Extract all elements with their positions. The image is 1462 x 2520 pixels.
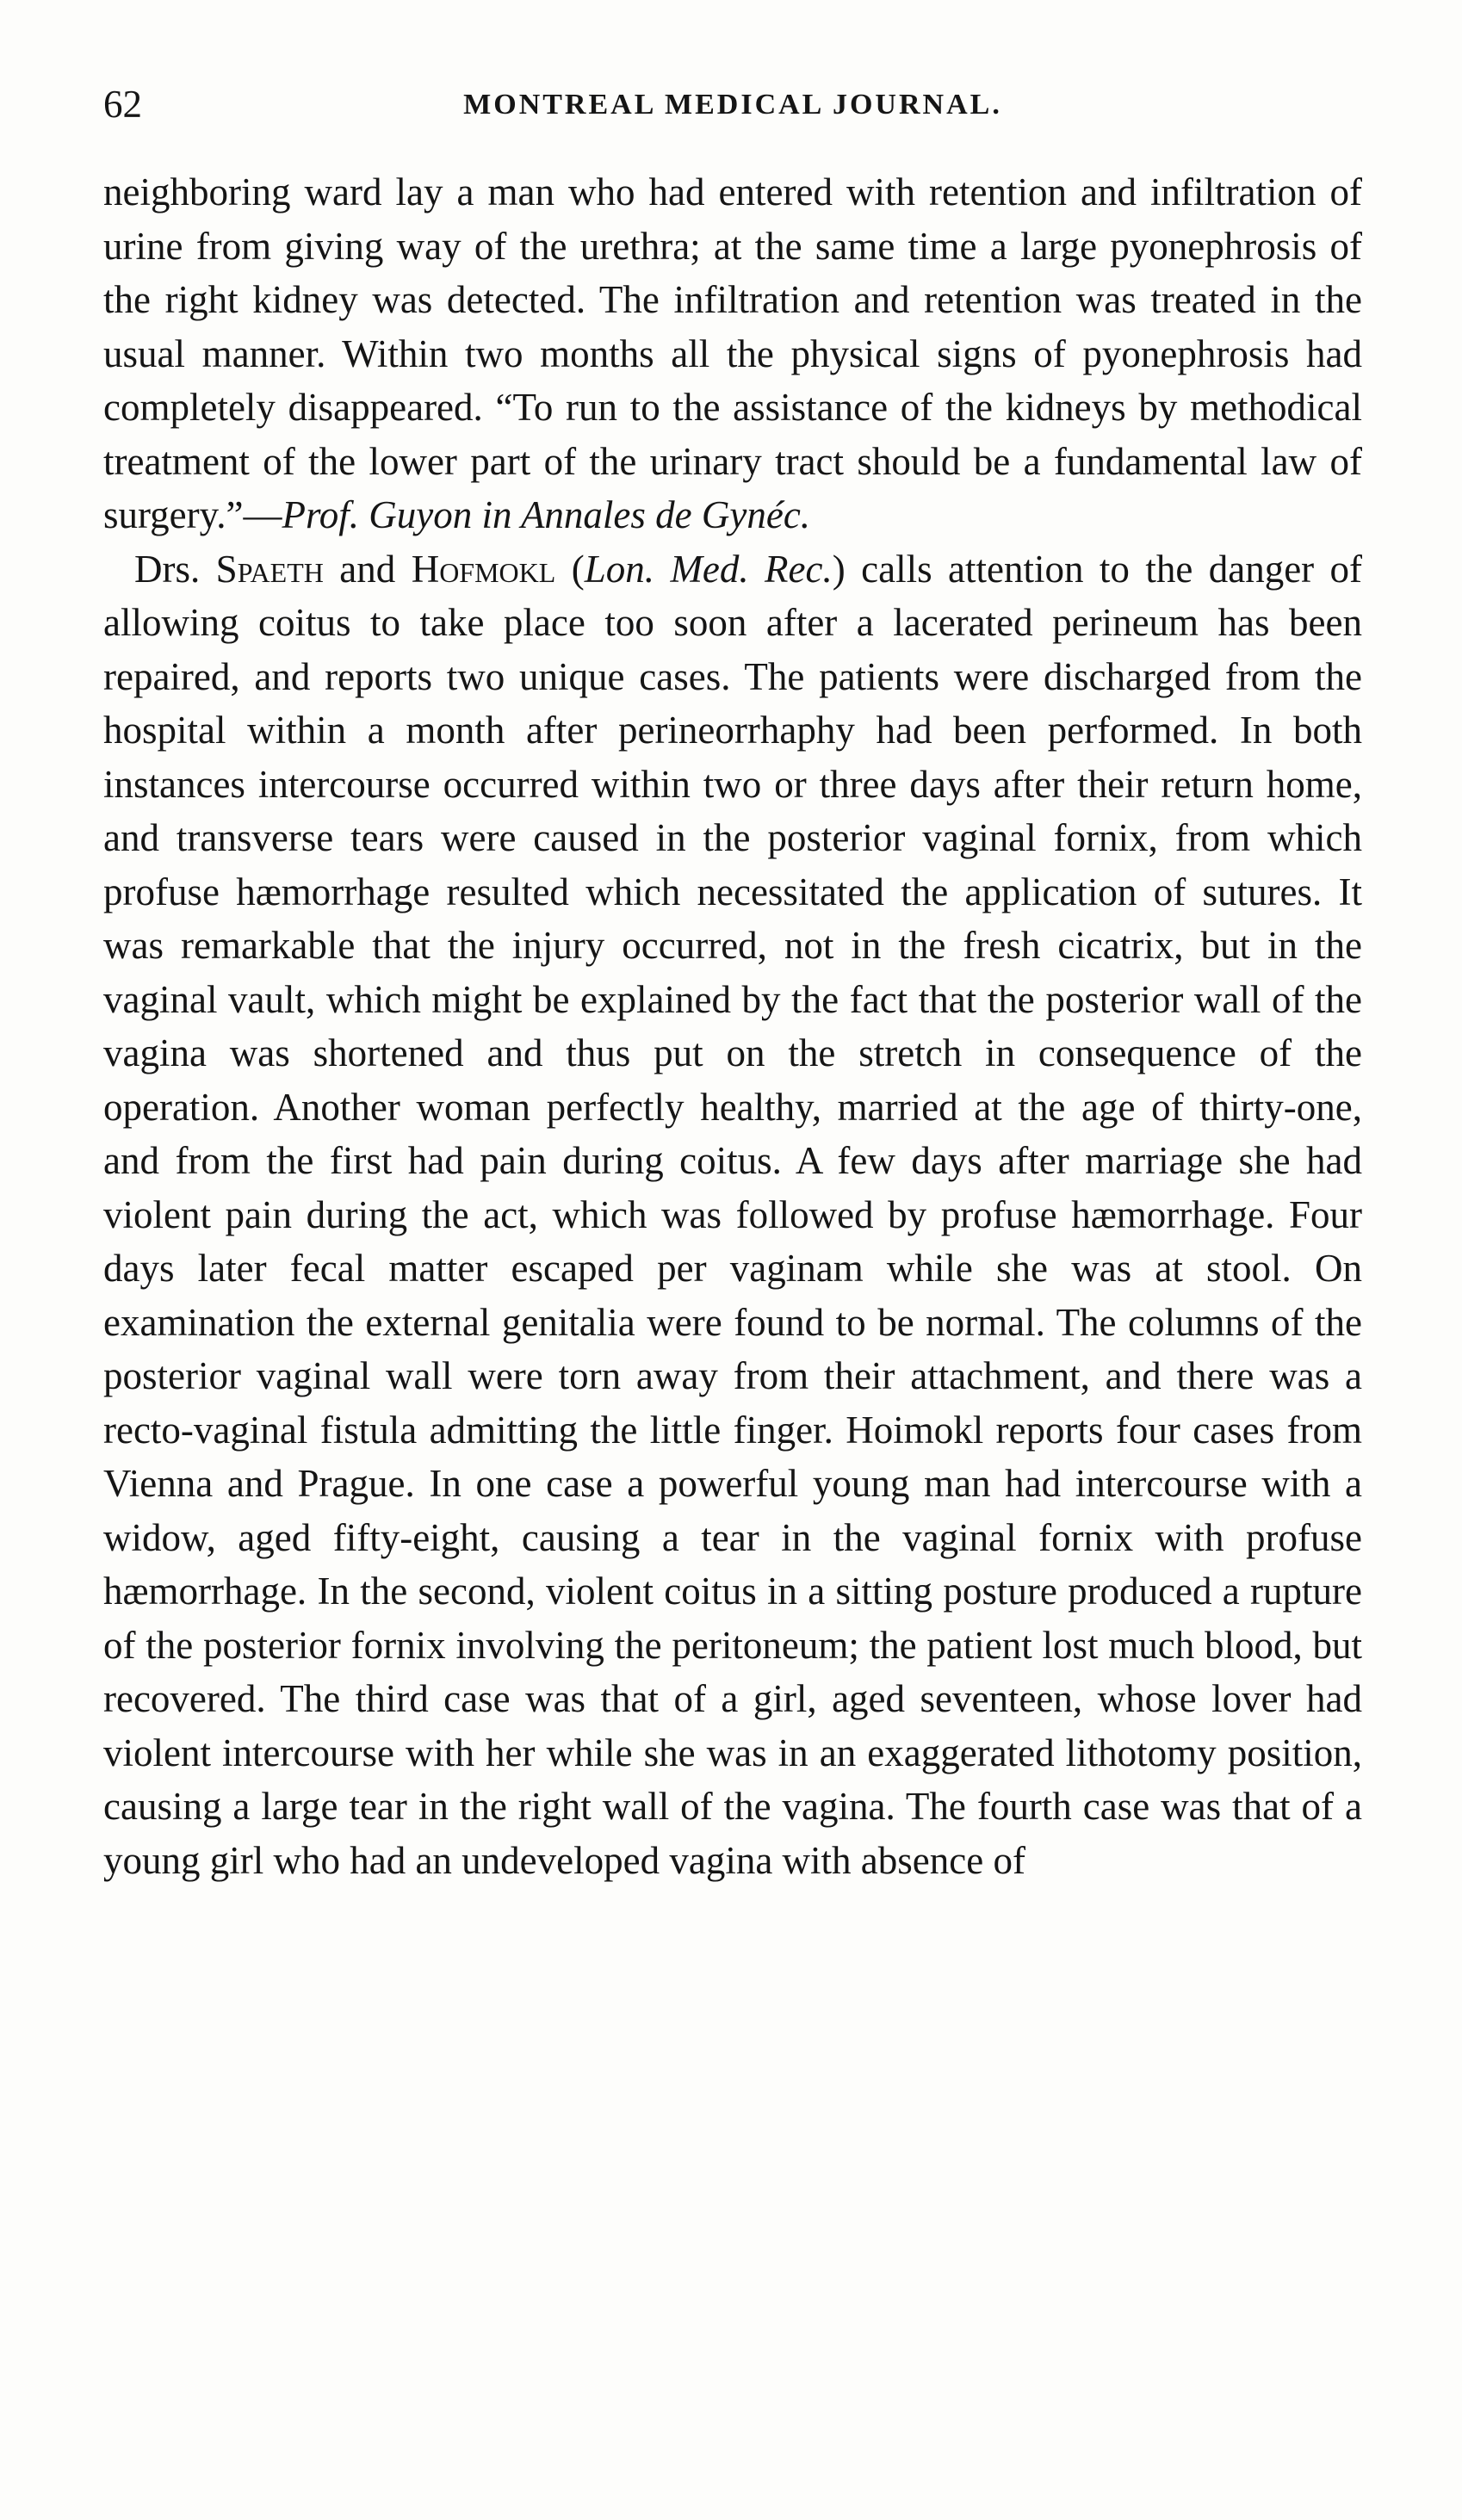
- paragraph-text: neighboring ward lay a man who had entered with retention and infiltration of urine from giving way of the urethra; at the same time a large pyonephrosis of the right kidney was detected. The infiltration and retention was treated in the usual manner. Within two months all the physical signs of pyonephrosis had completely disappeared. “To run to the assistance of the kidneys by methodical treatment of the lower part of the urinary tract should be a fundamental law of surgery.”—: [103, 170, 1362, 536]
- paragraph-continued: [103, 165, 1362, 542]
- journal-title: MONTREAL MEDICAL JOURNAL.: [463, 89, 1002, 121]
- source-close: ): [832, 547, 846, 591]
- running-head: [103, 83, 1362, 126]
- author-name: Spaeth: [215, 547, 324, 591]
- conjunction: and: [339, 547, 396, 591]
- author-prefix: Drs.: [134, 547, 201, 591]
- body-text: [103, 165, 1362, 1887]
- source-reference: Lon. Med. Rec.: [584, 547, 833, 591]
- author-name: Hofmokl: [411, 547, 556, 591]
- citation: Prof. Guyon in Annales de Gynéc.: [282, 493, 811, 536]
- source-open: (: [571, 547, 585, 591]
- page-number: 62: [103, 83, 142, 126]
- paragraph: [103, 542, 1362, 1888]
- paragraph-text: calls attention to the danger of allowing coitus to take place too soon after a lacerated perineum has been repaired, and reports two unique cases. The patients were discharged from the hospital within a month after perineorrhaphy had been performed. In both instances intercourse occurred within two or three days after their return home, and transverse tears were caused in the posterior vaginal fornix, from which profuse hæmorrhage resulted which necessitated the application of sutures. It was remarkable that the injury occurred, not in the fresh cicatrix, but in the vaginal vault, which might be explained by the fact that the posterior wall of the vagina was shortened and thus put on the stretch in consequence of the operation. Another woman perfectly healthy, married at the age of thirty-one, and from the first had pain during coitus. A few days after marriage she had violent pain during the act, which was followed by profuse hæmorrhage. Four days later fecal matter escaped per vaginam while she was at stool. On examination the external genitalia were found to be normal. The columns of the posterior vaginal wall were torn away from their attachment, and there was a recto-vaginal fistula admitting the little finger. Hoimokl reports four cases from Vienna and Prague. In one case a powerful young man had intercourse with a widow, aged fifty-eight, causing a tear in the vaginal fornix with profuse hæmorrhage. In the second, violent coitus in a sitting posture produced a rupture of the posterior fornix involving the peritoneum; the patient lost much blood, but recovered. The third case was that of a girl, aged seventeen, whose lover had violent intercourse with her while she was in an exaggerated lithotomy position, causing a large tear in the right wall of the vagina. The fourth case was that of a young girl who had an undeveloped vagina with absence of: [103, 547, 1363, 1882]
